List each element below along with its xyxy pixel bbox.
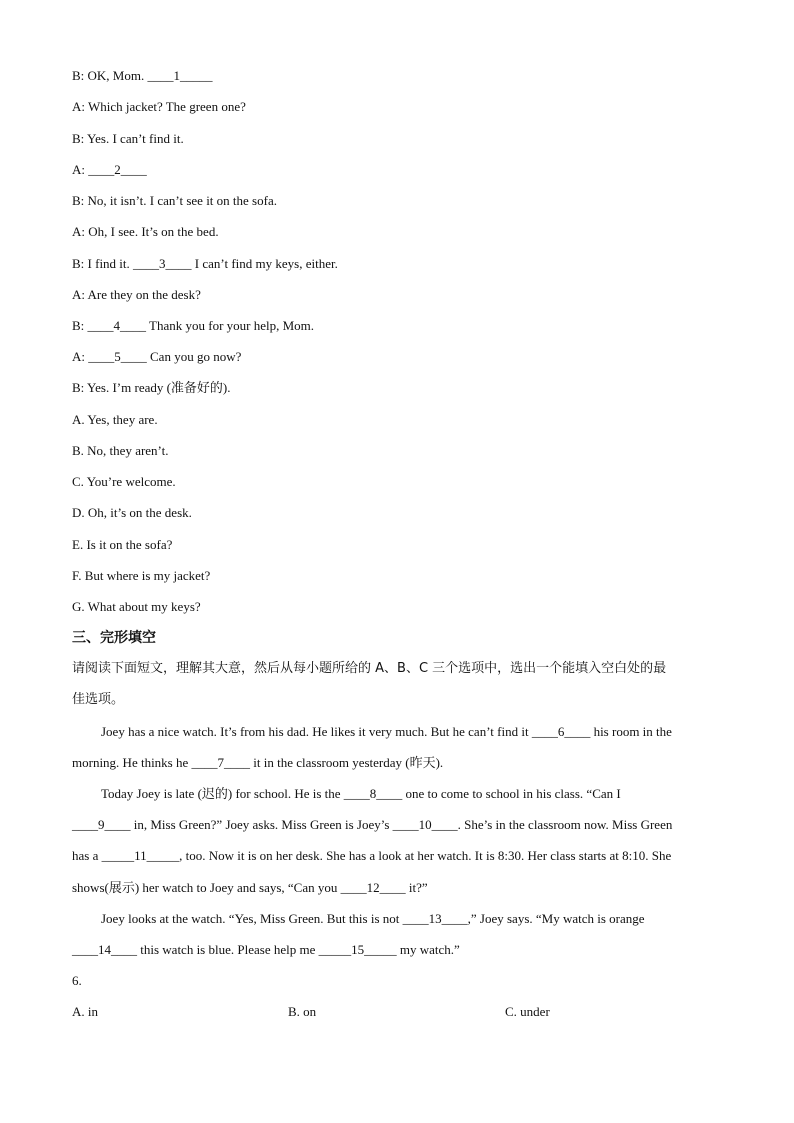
- choice-c[interactable]: C. under: [505, 1004, 550, 1019]
- passage-line-5: has a _____11_____, too. Now it is on her desk. She has a look at her watch. It is 8:30. Her class starts at 8:10. She: [72, 848, 672, 863]
- dialogue-line-7: B: I find it. ____3____ I can’t find my keys, either.: [72, 256, 338, 271]
- passage-line-3: Today Joey is late (迟的) for school. He is the ____8____ one to come to school in his class. “Can I: [101, 786, 621, 801]
- choice-b[interactable]: B. on: [288, 1004, 317, 1019]
- dialogue-line-4: A: ____2____: [72, 162, 147, 177]
- option-e: E. Is it on the sofa?: [72, 537, 173, 552]
- option-c: C. You’re welcome.: [72, 474, 176, 489]
- passage-line-1: Joey has a nice watch. It’s from his dad. He likes it very much. But he can’t find it ____6____ his room in the: [101, 724, 672, 739]
- dialogue-line-6: A: Oh, I see. It’s on the bed.: [72, 224, 219, 239]
- choice-a[interactable]: A. in: [72, 1004, 98, 1019]
- passage-line-6: shows(展示) her watch to Joey and says, “Can you ____12____ it?”: [72, 880, 428, 895]
- question-choices: [72, 1004, 722, 1020]
- dialogue-line-2: A: Which jacket? The green one?: [72, 99, 246, 114]
- option-d: D. Oh, it’s on the desk.: [72, 505, 192, 520]
- option-a: A. Yes, they are.: [72, 412, 158, 427]
- option-f: F. But where is my jacket?: [72, 568, 211, 583]
- dialogue-line-8: A: Are they on the desk?: [72, 287, 201, 302]
- dialogue-line-3: B: Yes. I can’t find it.: [72, 131, 184, 146]
- passage-line-2: morning. He thinks he ____7____ it in the classroom yesterday (昨天).: [72, 755, 444, 770]
- section-heading: 三、完形填空: [72, 630, 156, 646]
- section-instruction-line-2: 佳选项。: [72, 692, 125, 707]
- question-number: 6.: [72, 973, 82, 988]
- option-b: B. No, they aren’t.: [72, 443, 169, 458]
- option-g: G. What about my keys?: [72, 599, 201, 614]
- dialogue-line-1: B: OK, Mom. ____1_____: [72, 68, 213, 83]
- section-instruction-line-1: 请阅读下面短文，理解其大意，然后从每小题所给的 A、B、C 三个选项中，选出一个能填入空白处的最: [72, 661, 667, 676]
- dialogue-line-10: A: ____5____ Can you go now?: [72, 349, 242, 364]
- dialogue-line-5: B: No, it isn’t. I can’t see it on the sofa.: [72, 193, 277, 208]
- passage-line-7: Joey looks at the watch. “Yes, Miss Green. But this is not ____13____,” Joey says. “My watch is orange: [101, 911, 645, 926]
- passage-line-4: ____9____ in, Miss Green?” Joey asks. Miss Green is Joey’s ____10____. She’s in the classroom now. Miss Green: [72, 817, 673, 832]
- dialogue-line-11: B: Yes. I’m ready (准备好的).: [72, 380, 231, 395]
- dialogue-line-9: B: ____4____ Thank you for your help, Mom.: [72, 318, 315, 333]
- passage-line-8: ____14____ this watch is blue. Please help me _____15_____ my watch.”: [72, 942, 460, 957]
